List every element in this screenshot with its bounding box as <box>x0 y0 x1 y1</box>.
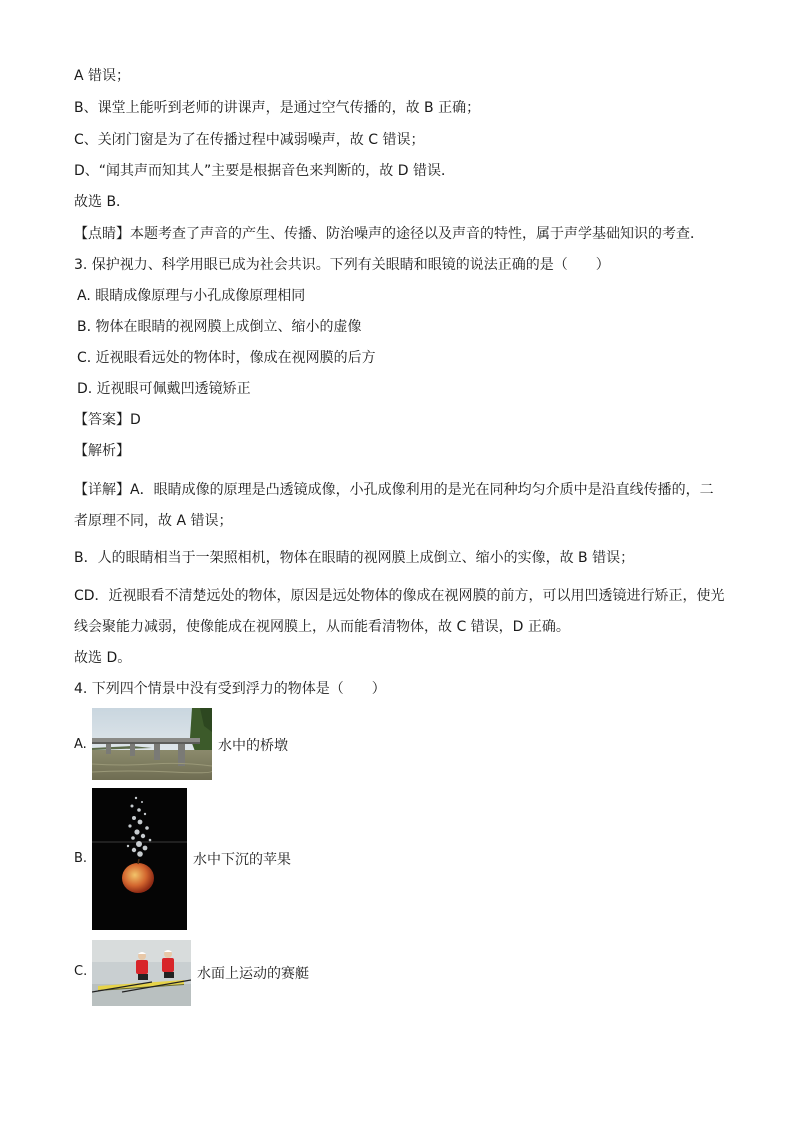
bridge-pier-image <box>92 708 212 780</box>
question-3-option-c: C. 近视眼看远处的物体时，像成在视网膜的后方 <box>77 350 376 366</box>
question-4-stem: 4. 下列四个情景中没有受到浮力的物体是（ ） <box>74 681 386 697</box>
option-b-caption: 水中下沉的苹果 <box>193 852 291 868</box>
explanation-line: 线会聚能力减弱，使像能成在视网膜上，从而能看清物体，故 C 错误，D 正确。 <box>74 619 570 635</box>
explanation-line: 【详解】A．眼睛成像的原理是凸透镜成像，小孔成像利用的是光在同种均匀介质中是沿直线传播的，二 <box>74 482 714 498</box>
rowing-boat-image <box>92 940 191 1006</box>
question-3-option-d: D. 近视眼可佩戴凹透镜矫正 <box>77 381 251 397</box>
text-line: A 错误； <box>74 68 131 84</box>
question-3-option-a: A. 眼睛成像原理与小孔成像原理相同 <box>77 288 306 304</box>
text-line: B、课堂上能听到老师的讲课声，是通过空气传播的，故 B 正确； <box>74 100 481 116</box>
option-a-caption: 水中的桥墩 <box>218 738 288 754</box>
text-line: D、“闻其声而知其人”主要是根据音色来判断的，故 D 错误． <box>74 163 455 179</box>
explanation-line: CD．近视眼看不清楚远处的物体，原因是远处物体的像成在视网膜的前方，可以用凹透镜进行矫正，使光 <box>74 588 725 604</box>
text-line: 故选 B． <box>74 194 131 210</box>
option-b-label: B. <box>74 851 88 866</box>
question-3-stem: 3. 保护视力、科学用眼已成为社会共识。下列有关眼睛和眼镜的说法正确的是（ ） <box>74 257 610 273</box>
conclusion-line: 故选 D。 <box>74 650 132 666</box>
sinking-apple-image <box>92 788 187 930</box>
comment-line: 【点睛】本题考查了声音的产生、传播、防治噪声的途径以及声音的特性，属于声学基础知识的考查． <box>74 226 704 242</box>
answer-line: 【答案】D <box>74 412 141 428</box>
explanation-line: 者原理不同，故 A 错误； <box>74 513 233 529</box>
option-c-label: C. <box>74 964 88 979</box>
option-a-label: A. <box>74 737 87 752</box>
option-c-caption: 水面上运动的赛艇 <box>197 966 309 982</box>
analysis-heading: 【解析】 <box>74 443 130 459</box>
question-3-option-b: B. 物体在眼睛的视网膜上成倒立、缩小的虚像 <box>77 319 362 335</box>
text-line: C、关闭门窗是为了在传播过程中减弱噪声，故 C 错误； <box>74 132 425 148</box>
explanation-line: B．人的眼睛相当于一架照相机，物体在眼睛的视网膜上成倒立、缩小的实像，故 B 错误； <box>74 550 635 566</box>
